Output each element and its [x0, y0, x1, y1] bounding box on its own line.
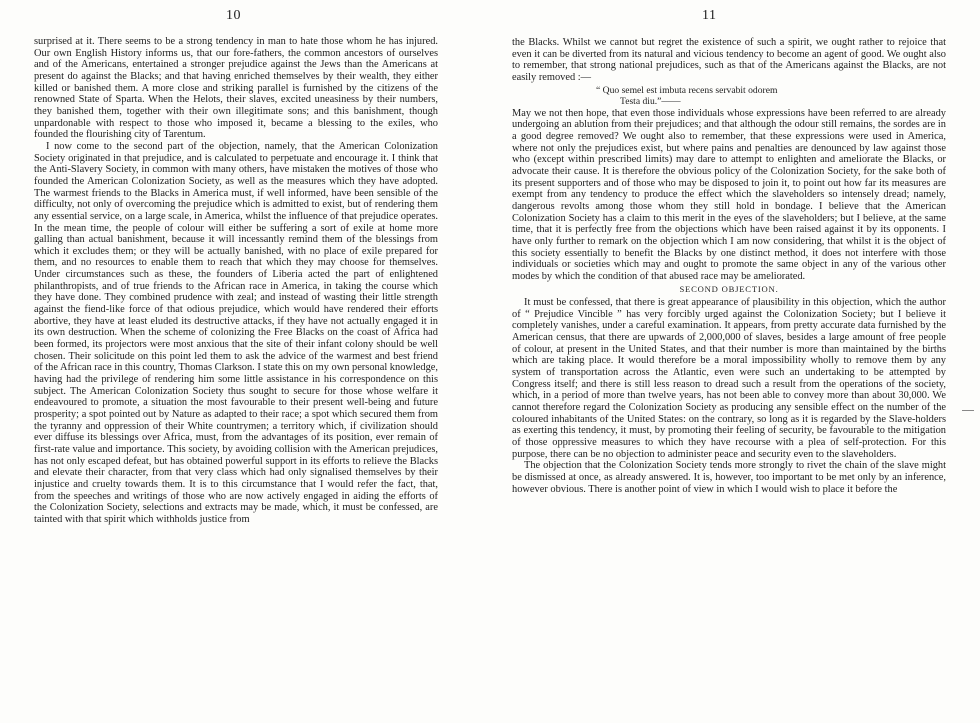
right-section-paragraph-1: It must be confessed, that there is great appearance of plausibility in this objection, which the author of “ Prejudice Vincible ” has very forcibly urged against the Colonization Society; but I believe it completely vanishes, under a careful examination. It appears, from pretty accurate data furnished by the American census, that there are upwards of 2,000,000 of slaves, besides a large amount of free people of colour, at present in the United States, and that their number is more than maintained by the births which are taking place. It would therefore be a moral impossibility wholly to remove them by any system of transportation across the Atlantic, even were such an undertaking to be attempted by Congress itself; and there is still less reason to dread such a result from the operations of the society, which, in a period of more than twelve years, has not been able to convey more than about 30,000. We cannot therefore regard the Colonization Society as producing any sensible effect on the number of the coloured inhabitants of the United States: on the contrary, so long as it is regarded by the Slave-holders as exerting this tendency, it must, by promoting their feeling of security, be favourable to the mitigation of those oppressive measures to which they have recourse with a plea of self-protection. For this purpose, there can be no objection to administer peace and security even to the slaveholders.: [512, 297, 946, 460]
left-text-column: [34, 36, 438, 526]
left-paragraph-1: surprised at it. There seems to be a strong tendency in man to hate those whom he has injured. Our own English History informs us, that our fore-fathers, the common ancestors of ourselves and of the Americans, entertained a stronger prejudice against the Jews than the Americans at present do against the Blacks; and that having enriched themselves by their wealth, they either killed or banished them. A more close and striking parallel is furnished by the citizens of the renowned State of Sparta. When the Helots, their slaves, excited uneasiness by their numbers, they banished them, together with their own illegitimate sons; and this banishment, though unpardonable with respect to those who imposed it, became a blessing to the exiles, who founded the flourishing city of Tarentum.: [34, 36, 438, 141]
left-paragraph-2: I now come to the second part of the objection, namely, that the American Colonization Society originated in that prejudice, and is calculated to perpetuate and encourage it. I think that the Anti-Slavery Society, in common with many others, have mistaken the motives of those who founded the American Colonization Society, as well as the measures which they have adopted. The warmest friends to the Blacks in America must, if well informed, have been sensible of the difficulty, not only of overcoming the prejudice which is admitted to exist, but of rendering them any essential service, on a large scale, in America, whilst the influence of that prejudice operates. In the mean time, the people of colour will either be suffering a sort of exile at home more galling than actual banishment, because it will incessantly remind them of the blessings from which it excludes them; or they will be actually banished, with no place of exile prepared for them, and no resources to enable them to reach that which they may choose for themselves. Under circumstances such as these, the founders of Liberia acted the part of enlightened philanthropists, and of true friends to the African race in America, in taking the course which they have done. They combined prudence with zeal; and instead of wasting their little strength against the fiend-like force of that odious prejudice, which would have rendered their efforts abortive, they have at least eluded its destructive attacks, if they have not actually engaged it in its own destruction. When the scheme of colonizing the Free Blacks on the coast of Africa had been formed, its projectors were most anxious that the site of their infant colony should be well chosen. Their solicitude on this point led them to ask the advice of the warmest and best friend of the African race in this country, Thomas Clarkson. I state this on my own personal knowledge, having had the privilege of rendering him some little assistance in his correspondence on this subject. The American Colonization Society thus sought to secure for those whose welfare it endeavoured to promote, a situation the most favourable to their present well-being and future prosperity; a spot pointed out by Nature as adapted to their race; a spot which secured them from the tyranny and oppression of their White countrymen; a territory which, if civilization should ever diffuse its blessings over Africa, must, from the advantages of its position, ever remain of first-rate value and importance. This society, by avoiding collision with the American prejudices, has not only escaped defeat, but has obtained powerful support in its efforts to relieve the Blacks and elevate their character, from that very class which had only signalised themselves by their injustice and cruelty towards them. It is to this circumstance that I would refer the fact, that, from the speeches and writings of those who are now actively engaged in aiding the efforts of the Colonization Society, selections and extracts may be made, which, it must be confessed, are tainted with that spirit which withholds justice from: [34, 140, 438, 525]
left-page: [0, 0, 480, 723]
quote-line-1: “ Quo semel est imbuta recens servabit odorem: [596, 84, 778, 96]
margin-dash: [962, 410, 974, 411]
right-page: [480, 0, 980, 723]
section-heading: SECOND OBJECTION.: [679, 284, 779, 295]
right-section-paragraph-2: The objection that the Colonization Society tends more strongly to rivet the chain of the slave might be dismissed at once, as already answered. It is, however, too important to be met only by an inference, however obvious. There is another point of view in which I would wish to place it before the: [512, 460, 946, 495]
page-number-left: 10: [226, 8, 241, 23]
right-text-column: [512, 37, 946, 495]
quote-line-2: Testa diu.”——: [620, 95, 681, 107]
page-number-right: 11: [702, 8, 717, 23]
latin-quotation: [596, 85, 946, 107]
right-after-quote-paragraph: May we not then hope, that even those individuals whose expressions have been referred to are already undergoing an ablution from their prejudices; and that although the odour still remains, the sordes are in a good degree removed? We ought also to remember, that these expressions were used in America, where not only the prejudices exist, but where pains and penalties are denounced by law against those who (except within prescribed limits) may dare to attempt to enlighten and ameliorate the Blacks, or advocate their cause. It is therefore the obvious policy of the Colonization Society, for the sake both of its present supporters and of those who may be disposed to join it, to point out how far its measures are exempt from any tendency to produce the effect which the slaveholders so intensely dread; namely, dangerous revolts among those whom they still hold in bondage. I believe that the American Colonization Society has a claim to this merit in the eyes of the slaveholders; but I believe, at the same time, that it is perfectly free from the objections which have been raised against it by its opponents. I have only further to remark on the objection which I am now considering, that whilst it is the object of this society essentially to benefit the Blacks by one distinct method, it does not interfere with those individuals or societies which may and ought to promote the same object in any of the various other modes by which the condition of that abused race may be ameliorated.: [512, 107, 946, 282]
right-intro-paragraph: the Blacks. Whilst we cannot but regret the existence of such a spirit, we ought rather to rejoice that even it can be diverted from its natural and vicious tendency to become an agent of good. We ought also to remember, that strong national prejudices, such as that of the Americans against the Blacks, are not easily removed :—: [512, 37, 946, 83]
